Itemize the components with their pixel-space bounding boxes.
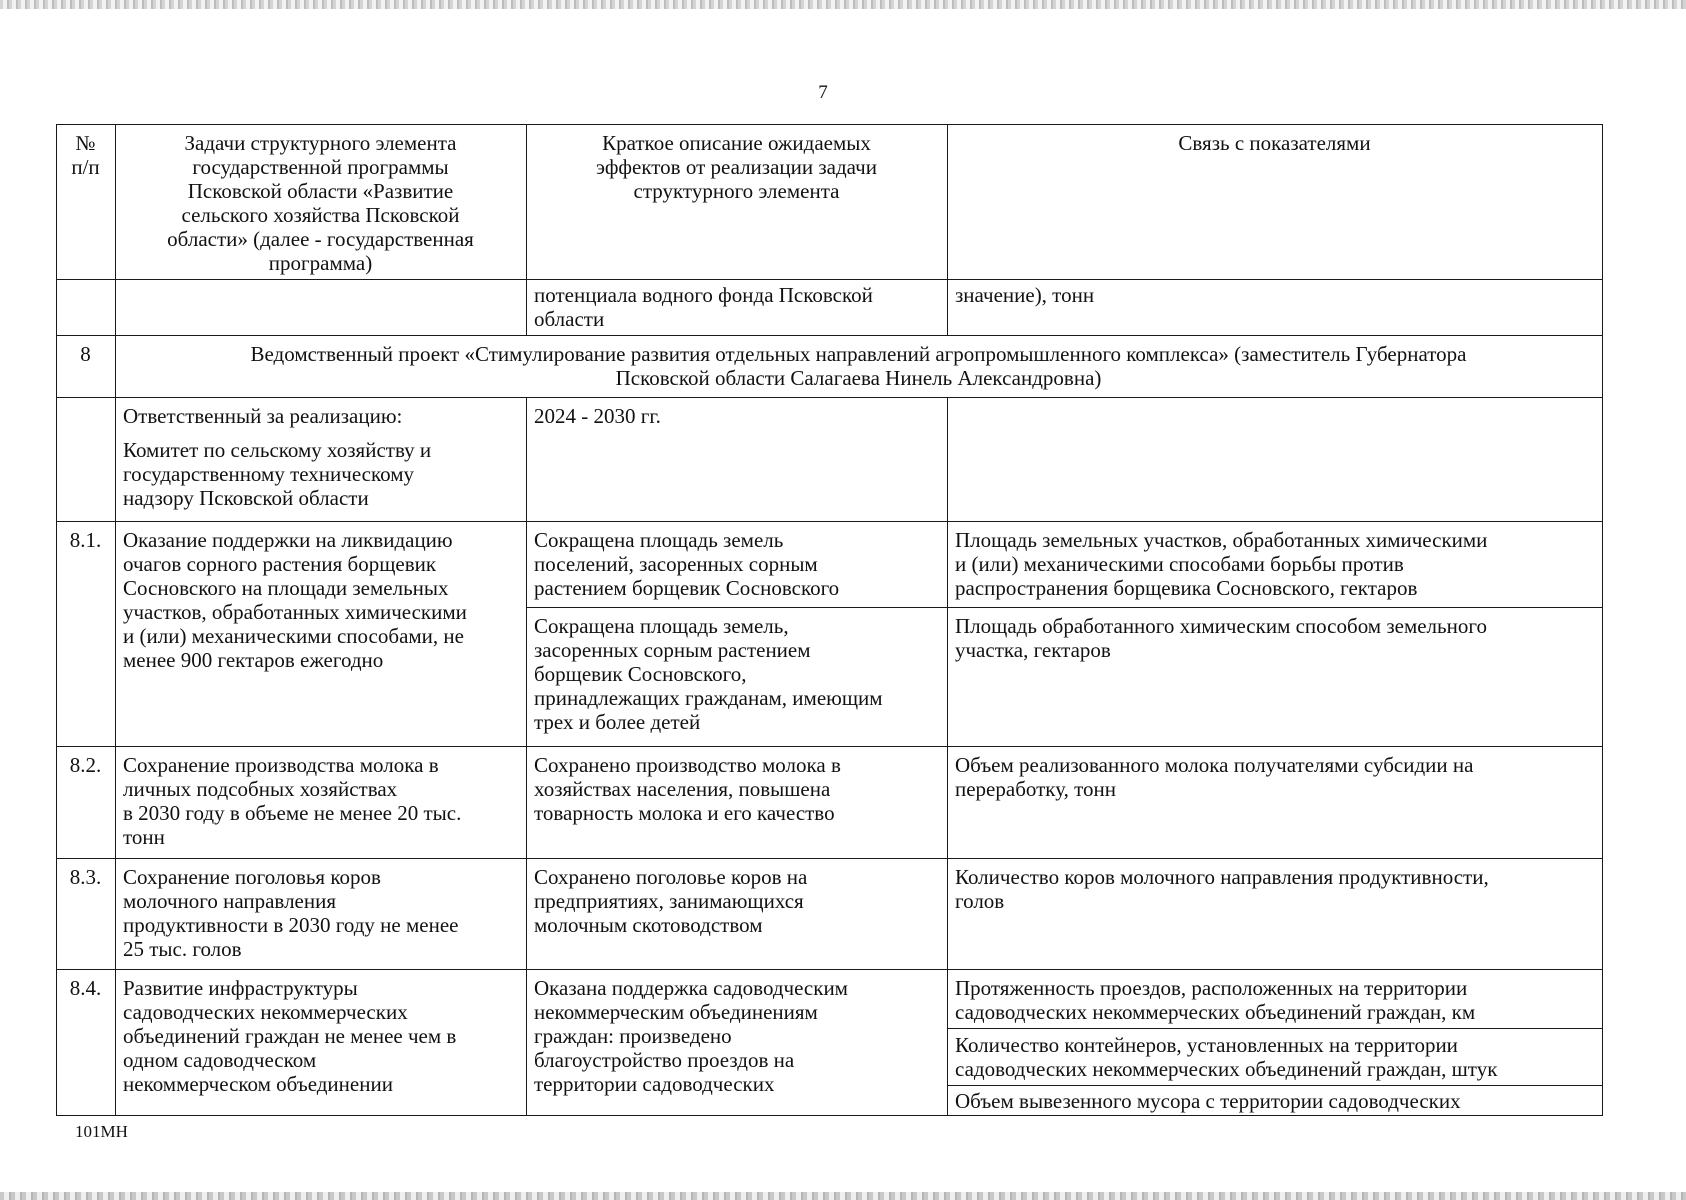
table-header-row [57,125,1603,280]
row-effect: Оказана поддержка садоводческим некоммерческим объединениям граждан: произведено благоустройство проездов на территории садоводческих [527,970,948,1116]
project-title: Ведомственный проект «Стимулирование развития отдельных направлений агропромышленного комплекса» (заместитель Губернатора Псковской области Салагаева Нинель Александровна) [116,336,1603,398]
scan-edge-bottom [0,1192,1686,1200]
project-number: 8 [57,336,116,398]
row-number: 8.4. [57,970,116,1116]
row-indicator: Количество коров молочного направления продуктивности, голов [948,859,1603,970]
row-indicator: Площадь земельных участков, обработанных химическими и (или) механическими способами борьбы против распространения борщевика Сосновского, гектаров [948,522,1603,608]
row-task: Сохранение производства молока в личных подсобных хозяйствах в 2030 году в объеме не менее 20 тыс. тонн [116,747,527,859]
row-effect: Сохранено поголовье коров на предприятиях, занимающихся молочным скотоводством [527,859,948,970]
table-row [57,859,1603,970]
row-task: Развитие инфраструктуры садоводческих некоммерческих объединений граждан не менее чем в одном садоводческом некоммерческом объединении [116,970,527,1116]
program-table [56,124,1603,1116]
header-indicators: Связь с показателями [948,125,1603,280]
period-cell: 2024 - 2030 гг. [527,398,948,522]
responsible-cell: Ответственный за реализацию: Комитет по сельскому хозяйству и государственному техническому надзору Псковской области [116,398,527,522]
row-indicator: Объем вывезенного мусора с территории садоводческих [948,1086,1603,1116]
table-row [57,970,1603,1029]
row-indicator: Площадь обработанного химическим способом земельного участка, гектаров [948,608,1603,747]
row-effect: Сокращена площадь земель, засоренных сорным растением борщевик Сосновского, принадлежащих гражданам, имеющим трех и более детей [527,608,948,747]
row-task: Оказание поддержки на ликвидацию очагов сорного растения борщевик Сосновского на площади земельных участков, обработанных химическими и (или) механическими способами, не менее 900 гектаров ежегодно [116,522,527,747]
scan-edge-top [0,0,1686,9]
continuation-effect: потенциала водного фонда Псковской области [527,280,948,336]
header-tasks: Задачи структурного элемента государственной программы Псковской области «Развитие сельского хозяйства Псковской области» (далее - государственная программа) [116,125,527,280]
row-effect: Сокращена площадь земель поселений, засоренных сорным растением борщевик Сосновского [527,522,948,608]
row-number: 8.3. [57,859,116,970]
responsible-row [57,398,1603,522]
continuation-indicator: значение), тонн [948,280,1603,336]
row-task: Сохранение поголовья коров молочного направления продуктивности в 2030 году не менее 25 тыс. голов [116,859,527,970]
continuation-row [57,280,1603,336]
footer-code: 101МН [75,1122,128,1141]
row-number: 8.1. [57,522,116,747]
row-indicator: Объем реализованного молока получателями субсидии на переработку, тонн [948,747,1603,859]
row-indicator: Протяженность проездов, расположенных на территории садоводческих некоммерческих объединений граждан, км [948,970,1603,1029]
header-num: № п/п [57,125,116,280]
header-effects: Краткое описание ожидаемых эффектов от реализации задачи структурного элемента [527,125,948,280]
row-number: 8.2. [57,747,116,859]
table-row [57,747,1603,859]
row-effect: Сохранено производство молока в хозяйствах населения, повышена товарность молока и его качество [527,747,948,859]
row-indicator: Количество контейнеров, установленных на территории садоводческих некоммерческих объединений граждан, штук [948,1029,1603,1086]
table-row [57,522,1603,608]
page-number: 7 [818,82,828,103]
responsible-label: Ответственный за реализацию: [123,404,403,428]
project-row [57,336,1603,398]
